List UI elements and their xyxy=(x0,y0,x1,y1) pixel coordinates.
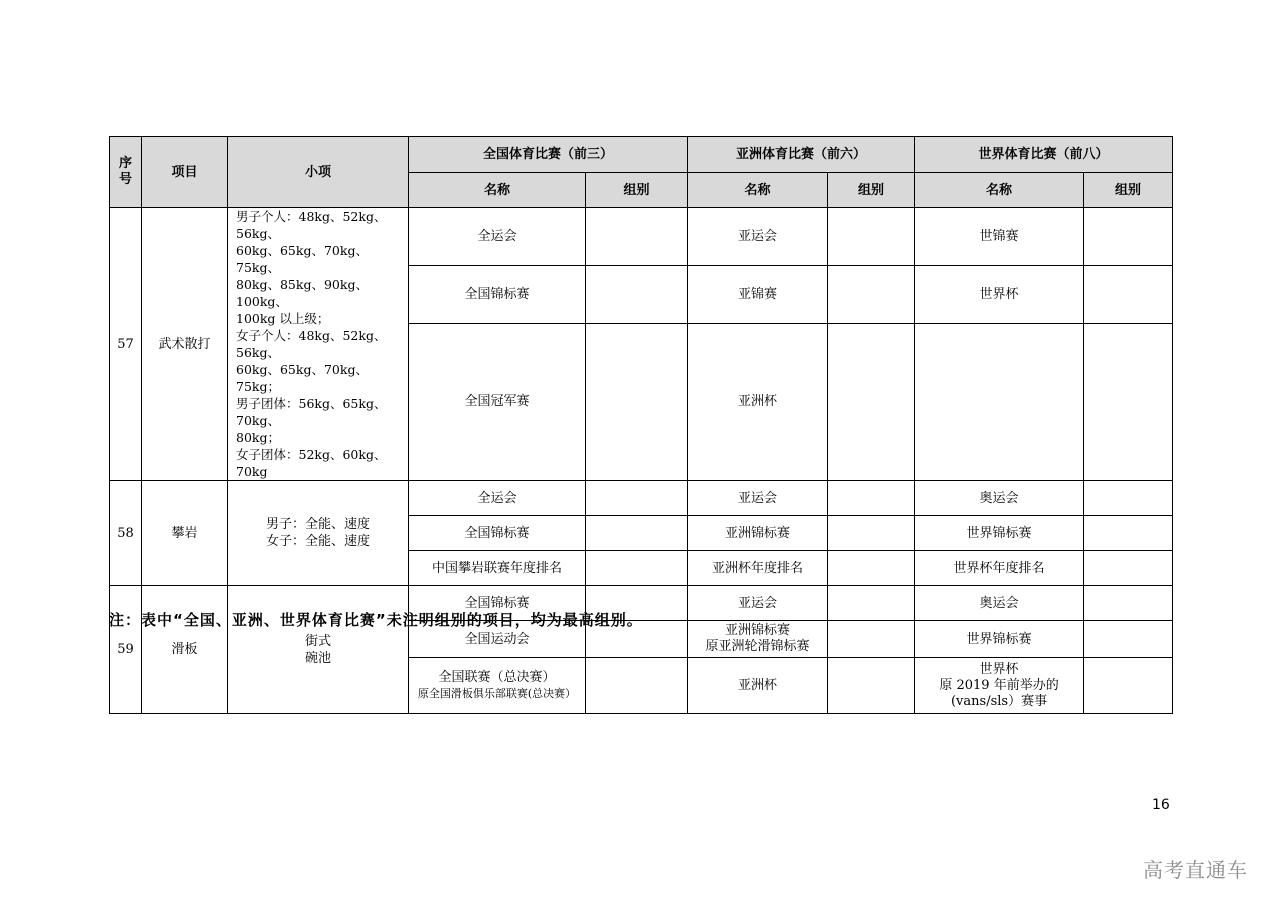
row-seq: 57 xyxy=(110,208,142,481)
world-group xyxy=(1084,323,1173,480)
world-name: 奥运会 xyxy=(915,481,1084,516)
world-group xyxy=(1084,481,1173,516)
asia-group xyxy=(828,208,915,266)
asia-name: 亚洲杯 xyxy=(688,323,828,480)
asia-name: 亚运会 xyxy=(688,586,828,621)
world-group xyxy=(1084,265,1173,323)
world-note: 原 2019 年前举办的 xyxy=(939,677,1059,693)
header-asia-name: 名称 xyxy=(688,173,828,208)
asia-name: 亚洲锦标赛 原亚洲轮滑锦标赛 xyxy=(688,621,828,658)
national-name: 全国冠军赛 xyxy=(409,323,586,480)
asia-name: 亚运会 xyxy=(688,208,828,266)
header-seq: 序号 xyxy=(110,137,142,208)
national-group xyxy=(586,516,688,551)
asia-name: 亚洲杯年度排名 xyxy=(688,551,828,586)
asia-group xyxy=(828,323,915,480)
header-world: 世界体育比赛（前八） xyxy=(915,137,1173,173)
row-sport: 武术散打 xyxy=(142,208,228,481)
world-group xyxy=(1084,658,1173,714)
table-row xyxy=(110,481,1173,516)
world-group xyxy=(1084,208,1173,266)
page-number: 16 xyxy=(1152,797,1170,813)
national-group xyxy=(586,208,688,266)
world-group xyxy=(1084,586,1173,621)
national-name: 全国锦标赛 xyxy=(409,586,586,621)
row-sport: 滑板 xyxy=(142,586,228,714)
national-group xyxy=(586,265,688,323)
national-group xyxy=(586,551,688,586)
asia-note: 原亚洲轮滑锦标赛 xyxy=(705,639,810,654)
world-name: 世界杯年度排名 xyxy=(915,551,1084,586)
watermark-text: 高考直通车 xyxy=(1143,858,1248,882)
world-name: 世界锦标赛 xyxy=(915,621,1084,658)
national-name: 全国锦标赛 xyxy=(409,516,586,551)
asia-group xyxy=(828,265,915,323)
asia-group xyxy=(828,516,915,551)
header-national-group: 组别 xyxy=(586,173,688,208)
national-name: 中国攀岩联赛年度排名 xyxy=(409,551,586,586)
national-name: 全国运动会 xyxy=(409,621,586,658)
header-sport: 项目 xyxy=(142,137,228,208)
world-name: 世界杯 xyxy=(915,265,1084,323)
row-subitems: 街式 碗池 xyxy=(228,586,409,714)
row-seq: 58 xyxy=(110,481,142,586)
header-asia-group: 组别 xyxy=(828,173,915,208)
national-group xyxy=(586,481,688,516)
asia-group xyxy=(828,551,915,586)
world-group xyxy=(1084,551,1173,586)
header-world-name: 名称 xyxy=(915,173,1084,208)
asia-name: 亚运会 xyxy=(688,481,828,516)
world-name: 世界锦标赛 xyxy=(915,516,1084,551)
header-asia: 亚洲体育比赛（前六） xyxy=(688,137,915,173)
world-name: 世界杯 原 2019 年前举办的 (vans/sls）赛事 xyxy=(915,658,1084,714)
asia-name: 亚洲杯 xyxy=(688,658,828,714)
asia-group xyxy=(828,481,915,516)
header-world-group: 组别 xyxy=(1084,173,1173,208)
asia-group xyxy=(828,621,915,658)
national-name: 全运会 xyxy=(409,481,586,516)
national-group xyxy=(586,658,688,714)
world-note: (vans/sls）赛事 xyxy=(950,693,1048,709)
world-group xyxy=(1084,621,1173,658)
world-name: 世锦赛 xyxy=(915,208,1084,266)
asia-group xyxy=(828,586,915,621)
header-subitems: 小项 xyxy=(228,137,409,208)
national-note: 原全国滑板俱乐部联赛(总决赛） xyxy=(417,686,577,700)
world-group xyxy=(1084,516,1173,551)
table-note: 注：表中“全国、亚洲、世界体育比赛”未注明组别的项目，均为最高组别。 xyxy=(109,611,643,629)
row-sport: 攀岩 xyxy=(142,481,228,586)
asia-name: 亚洲锦标赛 xyxy=(688,516,828,551)
header-national: 全国体育比赛（前三） xyxy=(409,137,688,173)
row-subitems: 男子：全能、速度 女子：全能、速度 xyxy=(228,481,409,586)
national-group xyxy=(586,323,688,480)
asia-group xyxy=(828,658,915,714)
asia-name: 亚锦赛 xyxy=(688,265,828,323)
national-name: 全国锦标赛 xyxy=(409,265,586,323)
row-subitems: 男子个人：48kg、52kg、56kg、 60kg、65kg、70kg、75kg、 80kg、85kg、90kg、100kg、 100kg 以上级； 女子个人：48kg、52kg、56kg、 60kg、65kg、70kg、75kg； 男子团体：56kg、65kg、70kg、 80kg； 女子团体：52kg、60kg、70kg xyxy=(228,208,409,481)
world-name: 奥运会 xyxy=(915,586,1084,621)
national-name: 全运会 xyxy=(409,208,586,266)
world-name xyxy=(915,323,1084,480)
table-row xyxy=(110,208,1173,266)
row-seq: 59 xyxy=(110,586,142,714)
header-national-name: 名称 xyxy=(409,173,586,208)
national-name: 全国联赛（总决赛） 原全国滑板俱乐部联赛(总决赛） xyxy=(409,658,586,714)
